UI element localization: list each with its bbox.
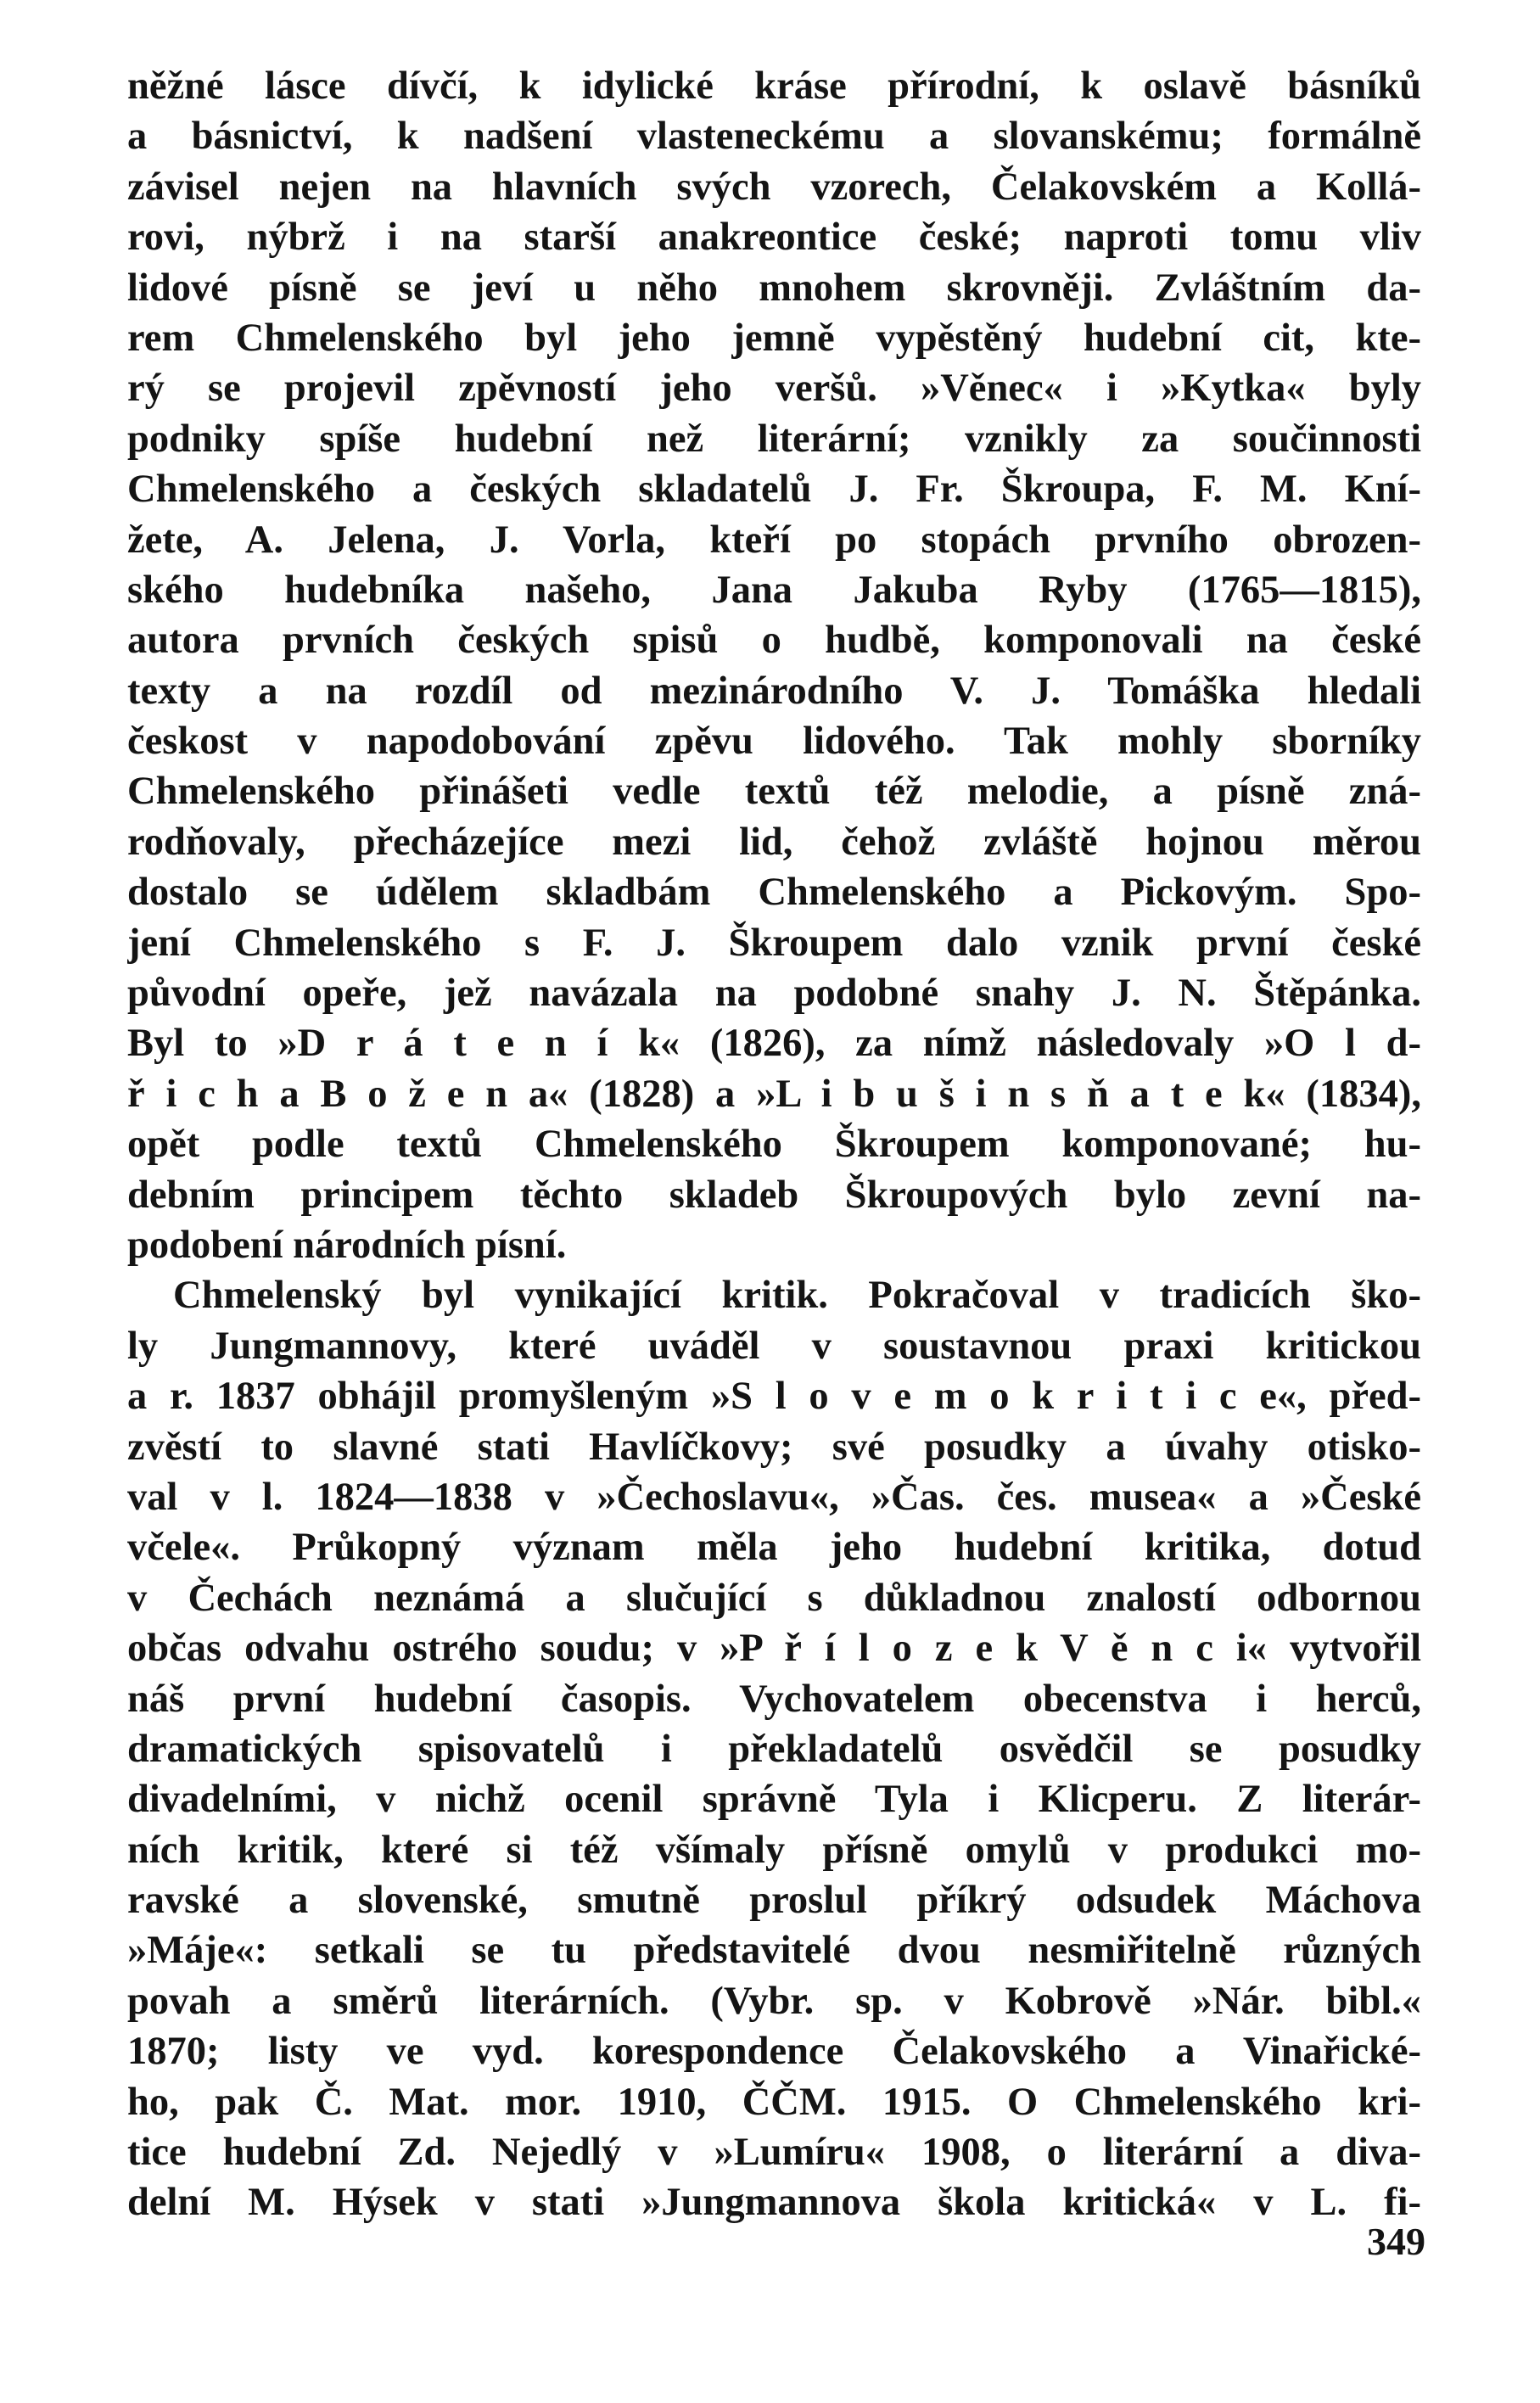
text-line: původní opeře, jež navázala na podobné snahy J. N. Štěpánka. (127, 972, 1421, 1016)
text-line: tice hudební Zd. Nejedlý v »Lumíru« 1908, o literární a diva- (127, 2131, 1421, 2175)
paragraph-1 (127, 61, 1421, 1270)
text-line: českost v napodobování zpěvu lidového. Tak mohly sborníky (127, 720, 1421, 764)
text-line: dramatických spisovatelů i překladatelů osvědčil se posudky (127, 1727, 1421, 1771)
page-number: 349 (1367, 2220, 1425, 2263)
text-line: »Máje«: setkali se tu představitelé dvou nesmiřitelně různých (127, 1929, 1421, 1973)
text-line: podniky spíše hudební než literární; vznikly za součinnosti (127, 417, 1421, 461)
text-line: náš první hudební časopis. Vychovatelem obecenstva i herců, (127, 1677, 1421, 1721)
text-line: ravské a slovenské, smutně proslul příkrý odsudek Máchova (127, 1879, 1421, 1923)
text-line: ského hudebníka našeho, Jana Jakuba Ryby (1765—1815), (127, 568, 1421, 612)
text-line: opět podle textů Chmelenského Škroupem komponované; hu- (127, 1123, 1421, 1167)
text-line: texty a na rozdíl od mezinárodního V. J. Tomáška hledali (127, 669, 1421, 713)
text-line: závisel nejen na hlavních svých vzorech, Čelakovském a Kollá- (127, 165, 1421, 209)
text-line: občas odvahu ostrého soudu; v »P ř í l o z e k V ě n c i« vytvořil (127, 1627, 1421, 1671)
text-line: debním principem těchto skladeb Škroupových bylo zevní na- (127, 1173, 1421, 1217)
text-line: rý se projevil zpěvností jeho veršů. »Věnec« i »Kytka« byly (127, 367, 1421, 411)
text-line: delní M. Hýsek v stati »Jungmannova škola kritická« v L. fi- (127, 2181, 1421, 2225)
text-line: povah a směrů literárních. (Vybr. sp. v Kobrově »Nár. bibl.« (127, 1979, 1421, 2023)
text-line: v Čechách neznámá a slučující s důkladnou znalostí odbornou (127, 1576, 1421, 1620)
text-line: 1870; listy ve vyd. korespondence Čelakovského a Vinařické- (127, 2030, 1421, 2074)
text-line: žete, A. Jelena, J. Vorla, kteří po stopách prvního obrozen- (127, 518, 1421, 562)
text-line: rovi, nýbrž i na starší anakreontice české; naproti tomu vliv (127, 216, 1421, 260)
text-line: lidové písně se jeví u něho mnohem skrovněji. Zvláštním da- (127, 266, 1421, 310)
text-line: ly Jungmannovy, které uváděl v soustavnou praxi kritickou (127, 1324, 1421, 1368)
text-line: Byl to »D r á t e n í k« (1826), za nímž následovaly »O l d- (127, 1022, 1421, 1066)
body-text (127, 61, 1421, 2228)
text-line: Chmelenský byl vynikající kritik. Pokračoval v tradicích ško- (173, 1274, 1421, 1318)
text-line: jení Chmelenského s F. J. Škroupem dalo vznik první české (127, 921, 1421, 965)
text-line: rem Chmelenského byl jeho jemně vypěstěný hudební cit, kte- (127, 316, 1421, 360)
text-line: a básnictví, k nadšení vlasteneckému a slovanskému; formálně (127, 115, 1421, 159)
text-line: zvěstí to slavné stati Havlíčkovy; své posudky a úvahy otisko- (127, 1425, 1421, 1469)
text-line: včele«. Průkopný význam měla jeho hudební kritika, dotud (127, 1526, 1421, 1570)
text-line: dostalo se údělem skladbám Chmelenského a Pickovým. Spo- (127, 871, 1421, 915)
text-line: Chmelenského přinášeti vedle textů též melodie, a písně zná- (127, 770, 1421, 814)
text-line: val v l. 1824—1838 v »Čechoslavu«, »Čas. čes. musea« a »České (127, 1475, 1421, 1519)
text-line: divadelními, v nichž ocenil správně Tyla i Klicperu. Z literár- (127, 1778, 1421, 1822)
text-line: autora prvních českých spisů o hudbě, komponovali na české (127, 619, 1421, 663)
text-line: ho, pak Č. Mat. mor. 1910, ČČM. 1915. O Chmelenského kri- (127, 2080, 1421, 2124)
text-line: rodňovaly, přecházejíce mezi lid, čehož zvláště hojnou měrou (127, 820, 1421, 864)
text-line: ř i c h a B o ž e n a« (1828) a »L i b u š i n s ň a t e k« (1834), (127, 1072, 1421, 1116)
text-line: a r. 1837 obhájil promyšleným »S l o v e m o k r i t i c e«, před- (127, 1375, 1421, 1419)
text-line: Chmelenského a českých skladatelů J. Fr. Škroupa, F. M. Kní- (127, 468, 1421, 512)
paragraph-2 (127, 1270, 1421, 2227)
text-line: ních kritik, které si též všímaly přísně omylů v produkci mo- (127, 1828, 1421, 1872)
text-line: něžné lásce dívčí, k idylické kráse přírodní, k oslavě básníků (127, 64, 1421, 108)
text-line: podobení národních písní. (127, 1223, 567, 1267)
